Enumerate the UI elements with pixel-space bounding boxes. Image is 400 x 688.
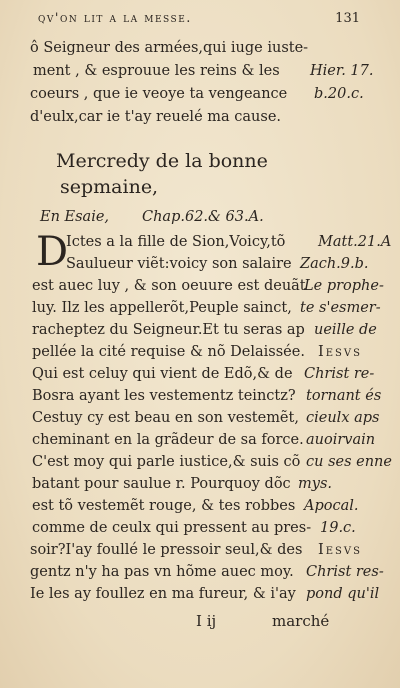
line-text: ô Seigneur des armées,qui iuge iuste- [30, 40, 309, 56]
rubric-book: En Esaie, [40, 209, 110, 225]
line-text: Qui est celuy qui vient de Edõ,& de [32, 366, 293, 382]
text-line [0, 63, 400, 85]
margin-note: pond qu'il [306, 586, 380, 602]
margin-note: Iesvs [318, 344, 362, 360]
text-line [0, 344, 400, 366]
line-text: C'est moy qui parle iustice,& suis cõ [32, 454, 301, 470]
line-text: pellée la cité requise & nõ Delaissée. [32, 344, 305, 360]
text-line [0, 109, 400, 131]
text-line [0, 498, 400, 520]
text-line [0, 410, 400, 432]
margin-note: b.20.c. [314, 86, 364, 102]
line-text: Ictes a la fille de Sion,Voicy,tõ [66, 234, 286, 250]
line-text: Ie les ay foullez en ma fureur, & i'ay [30, 586, 296, 602]
text-line [0, 278, 400, 300]
section-heading-line2: sepmaine, [60, 176, 159, 198]
line-text: luy. Ilz les appellerõt,Peuple sainct, [32, 300, 292, 316]
running-title: qv'on lit a la messe. [38, 11, 192, 26]
text-line [0, 322, 400, 344]
line-text: Cestuy cy est beau en son vestemẽt, [32, 410, 299, 426]
line-text: gentz n'y ha pas vn hõme auec moy. [30, 564, 294, 580]
running-header [38, 8, 380, 30]
line-text: ment , & esprouue les reins & les [33, 63, 280, 79]
line-text: Saulueur viẽt:voicy son salaire [66, 256, 292, 272]
text-line [0, 256, 400, 278]
margin-note: Apocal. [304, 498, 359, 514]
text-line [0, 234, 400, 256]
margin-note: tornant és [306, 388, 382, 404]
line-text: comme de ceulx qui pressent au pres- [32, 520, 312, 536]
text-line [0, 300, 400, 322]
margin-note: mys. [298, 476, 332, 492]
margin-note: Hier. 17. [310, 63, 374, 79]
signature-mark: I ij [196, 612, 217, 630]
text-line [0, 366, 400, 388]
text-line [0, 520, 400, 542]
margin-note: auoirvain [306, 432, 376, 448]
text-line [0, 40, 400, 62]
margin-note: te s'esmer- [300, 300, 381, 316]
margin-note: Matt.21.A [318, 234, 392, 250]
text-line [0, 86, 400, 108]
catchword: marché [272, 612, 330, 630]
page-number: 131 [335, 11, 360, 26]
line-text: cheminant en la grãdeur de sa force. [32, 432, 304, 448]
line-text: Bosra ayant les vestementz teinctz? [32, 388, 296, 404]
margin-note: Christ res- [306, 564, 384, 580]
line-text: batant pour saulue r. Pourquoy dõc [32, 476, 291, 492]
text-line [0, 586, 400, 608]
margin-note: cieulx aps [306, 410, 380, 426]
line-text: est tõ vestemẽt rouge, & tes robbes [32, 498, 296, 514]
margin-note: cu ses enne [306, 454, 392, 470]
text-line [0, 432, 400, 454]
margin-note: Christ re- [304, 366, 375, 382]
section-heading-line1: Mercredy de la bonne [56, 150, 268, 172]
text-line [0, 454, 400, 476]
line-text: coeurs , que ie veoye ta vengeance [30, 86, 288, 102]
line-text: racheptez du Seigneur.Et tu seras ap [32, 322, 305, 338]
margin-note: Iesvs [318, 542, 362, 558]
rubric-chapter: Chap.62.& 63.A. [142, 209, 264, 225]
text-line [0, 542, 400, 564]
line-text: d'eulx,car ie t'ay reuelé ma cause. [30, 109, 282, 125]
text-line [0, 564, 400, 586]
line-text: soir?I'ay foullé le pressoir seul,& des [30, 542, 303, 558]
line-text: est auec luy , & son oeuure est deuãt [32, 278, 306, 294]
margin-note: 19.c. [320, 520, 356, 536]
margin-note: Zach.9.b. [300, 256, 369, 272]
rubric-line [0, 209, 400, 231]
drop-cap: D [36, 229, 69, 275]
margin-note: ueille de [314, 322, 377, 338]
text-line [0, 388, 400, 410]
margin-note: Le prophe- [304, 278, 384, 294]
text-line [0, 476, 400, 498]
